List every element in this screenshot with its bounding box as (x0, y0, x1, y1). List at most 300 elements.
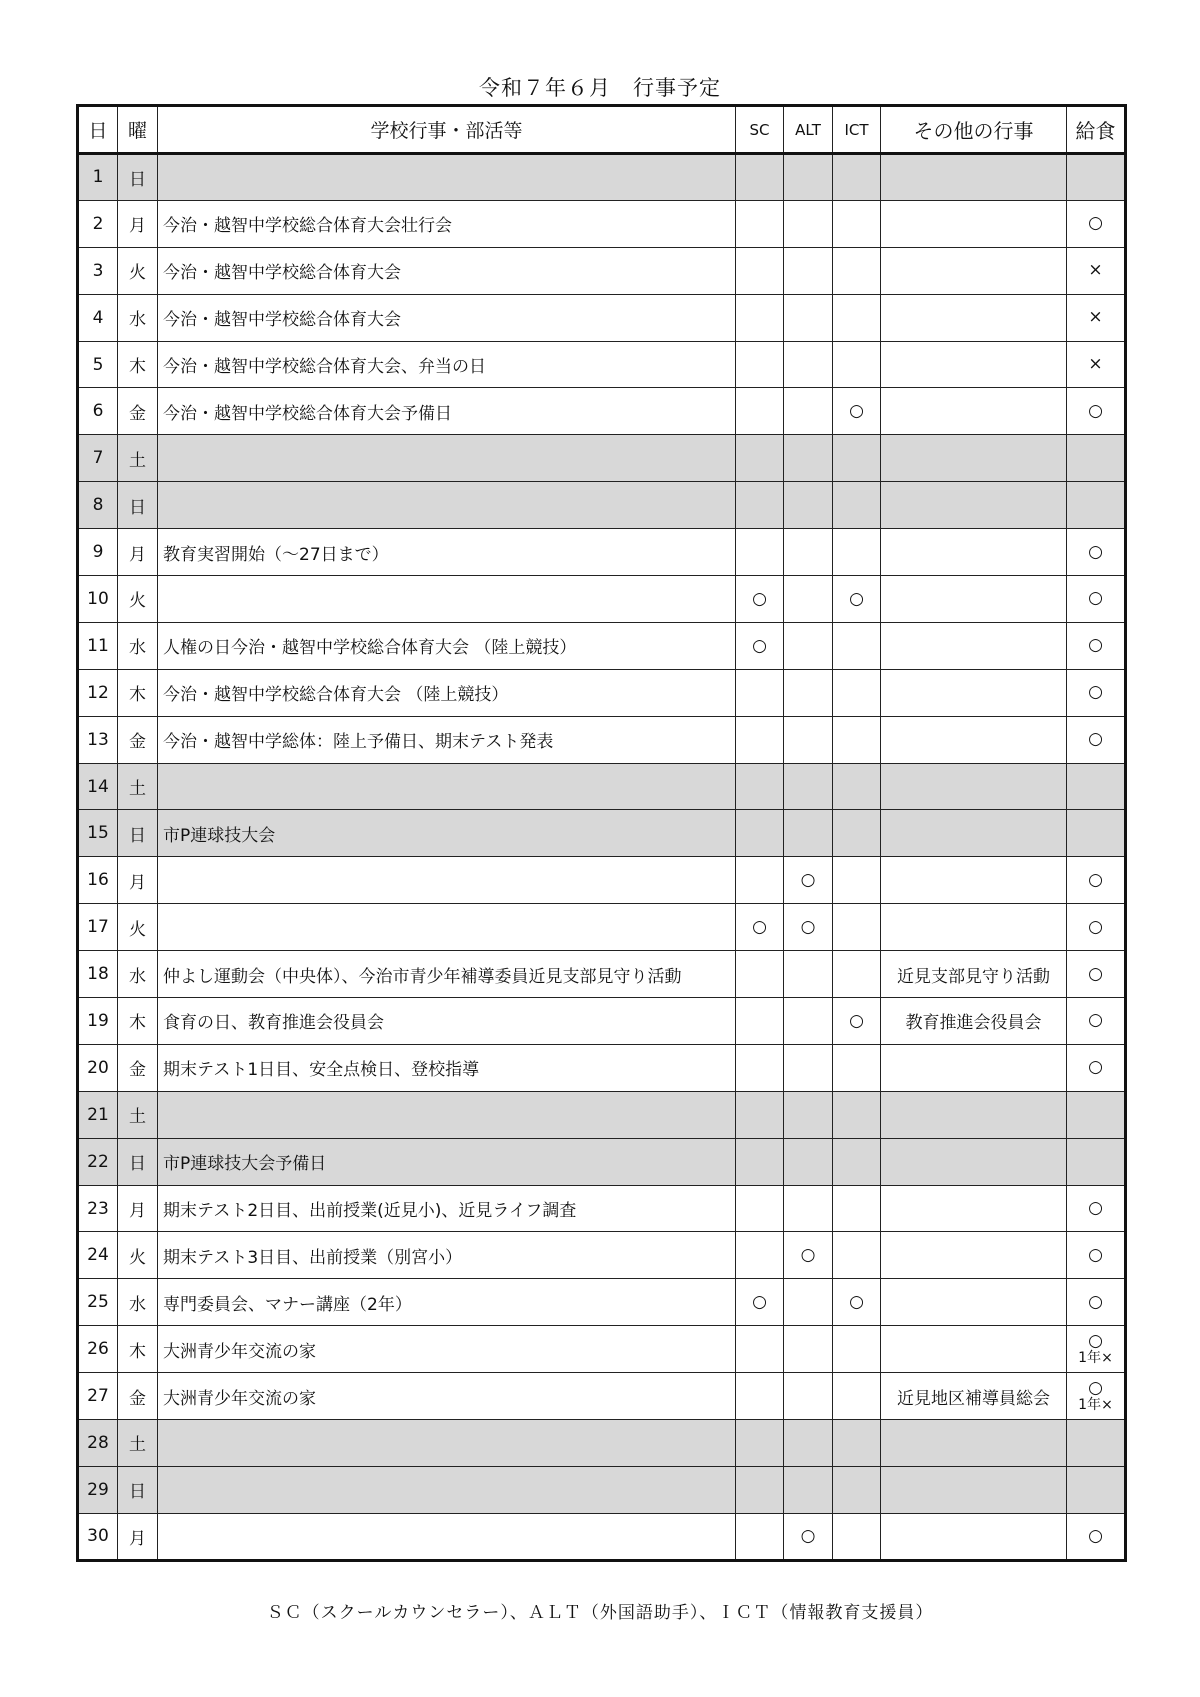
other-events-cell (881, 1091, 1067, 1138)
sc-cell (736, 716, 784, 763)
events-cell (158, 904, 736, 951)
alt-cell (784, 247, 833, 294)
ict-cell (833, 247, 881, 294)
weekday-cell: 月 (118, 200, 158, 247)
lunch-mark: ○ (1088, 1291, 1103, 1312)
day-cell: 12 (78, 669, 118, 716)
day-cell: 9 (78, 529, 118, 576)
lunch-cell (1067, 857, 1126, 904)
events-cell: 今治・越智中学総体：陸上予備日、期末テスト発表 (158, 716, 736, 763)
weekday-cell: 月 (118, 1185, 158, 1232)
day-cell: 26 (78, 1326, 118, 1373)
day-cell: 24 (78, 1232, 118, 1279)
events-cell: 今治・越智中学校総合体育大会 (158, 247, 736, 294)
lunch-cell (1067, 154, 1126, 201)
alt-cell (784, 388, 833, 435)
footnote: ＳＣ（スクールカウンセラー）、ＡＬＴ（外国語助手）、ＩＣＴ（情報教育支援員） (266, 1603, 934, 1623)
lunch-cell (1067, 716, 1126, 763)
events-cell (158, 435, 736, 482)
table-row (78, 1466, 1126, 1513)
day-cell: 4 (78, 294, 118, 341)
lunch-cell (1067, 810, 1126, 857)
lunch-cell (1067, 200, 1126, 247)
day-cell: 11 (78, 622, 118, 669)
ict-cell (833, 810, 881, 857)
other-events-cell (881, 435, 1067, 482)
table-row (78, 294, 1126, 341)
lunch-mark: × (1088, 260, 1103, 281)
weekday-cell: 木 (118, 341, 158, 388)
lunch-note: 1年× (1078, 1397, 1113, 1414)
header-alt: ALT (784, 106, 833, 154)
table-row (78, 1232, 1126, 1279)
lunch-mark: ○ (1088, 963, 1103, 984)
header-lunch: 給食 (1067, 106, 1126, 154)
events-cell (158, 1466, 736, 1513)
events-cell: 期末テスト2日目、出前授業(近見小)、近見ライフ調査 (158, 1185, 736, 1232)
lunch-mark: × (1088, 307, 1103, 328)
events-cell (158, 763, 736, 810)
events-cell (158, 1513, 736, 1560)
day-cell: 14 (78, 763, 118, 810)
sc-cell (736, 482, 784, 529)
day-cell: 2 (78, 200, 118, 247)
ict-cell (833, 1044, 881, 1091)
table-row (78, 1326, 1126, 1373)
weekday-cell: 土 (118, 1091, 158, 1138)
lunch-cell (1067, 1232, 1126, 1279)
weekday-cell: 日 (118, 1138, 158, 1185)
other-events-cell (881, 576, 1067, 623)
sc-cell (736, 1373, 784, 1420)
day-cell: 18 (78, 951, 118, 998)
sc-cell (736, 1044, 784, 1091)
lunch-cell (1067, 1185, 1126, 1232)
table-row (78, 1044, 1126, 1091)
table-row (78, 1513, 1126, 1560)
lunch-mark: ○ (1088, 916, 1103, 937)
lunch-mark: ○ (1088, 1331, 1103, 1352)
ict-cell (833, 341, 881, 388)
lunch-cell (1067, 294, 1126, 341)
alt-cell: ○ (784, 1232, 833, 1279)
other-events-cell (881, 1326, 1067, 1373)
ict-cell (833, 1185, 881, 1232)
sc-cell (736, 341, 784, 388)
lunch-mark: ○ (1088, 635, 1103, 656)
header-events: 学校行事・部活等 (158, 106, 736, 154)
sc-cell: ○ (736, 1279, 784, 1326)
other-events-cell (881, 904, 1067, 951)
table-row (78, 1091, 1126, 1138)
alt-cell (784, 1138, 833, 1185)
lunch-cell (1067, 341, 1126, 388)
day-cell: 21 (78, 1091, 118, 1138)
other-events-cell (881, 1232, 1067, 1279)
ict-cell: ○ (833, 576, 881, 623)
alt-cell (784, 1091, 833, 1138)
lunch-mark: ○ (1088, 1198, 1103, 1219)
lunch-cell (1067, 1044, 1126, 1091)
day-cell: 5 (78, 341, 118, 388)
lunch-cell (1067, 1513, 1126, 1560)
alt-cell (784, 576, 833, 623)
alt-cell (784, 154, 833, 201)
weekday-cell: 土 (118, 763, 158, 810)
sc-cell (736, 200, 784, 247)
alt-cell (784, 1185, 833, 1232)
day-cell: 19 (78, 998, 118, 1045)
day-cell: 22 (78, 1138, 118, 1185)
ict-cell (833, 1091, 881, 1138)
other-events-cell: 近見地区補導員総会 (881, 1373, 1067, 1420)
events-cell: 期末テスト1日目、安全点検日、登校指導 (158, 1044, 736, 1091)
sc-cell (736, 1232, 784, 1279)
lunch-cell (1067, 763, 1126, 810)
other-events-cell (881, 388, 1067, 435)
lunch-mark: ○ (1088, 682, 1103, 703)
weekday-cell: 月 (118, 1513, 158, 1560)
day-cell: 30 (78, 1513, 118, 1560)
lunch-note: 1年× (1078, 1350, 1113, 1367)
header-row (78, 106, 1126, 154)
lunch-mark: ○ (1088, 1525, 1103, 1546)
day-cell: 6 (78, 388, 118, 435)
weekday-cell: 火 (118, 904, 158, 951)
sc-cell (736, 388, 784, 435)
header-other-events: その他の行事 (881, 106, 1067, 154)
alt-cell: ○ (784, 904, 833, 951)
weekday-cell: 金 (118, 388, 158, 435)
events-cell: 市P連球技大会予備日 (158, 1138, 736, 1185)
ict-cell (833, 1232, 881, 1279)
weekday-cell: 日 (118, 482, 158, 529)
weekday-cell: 土 (118, 435, 158, 482)
ict-cell (833, 763, 881, 810)
weekday-cell: 火 (118, 576, 158, 623)
weekday-cell: 金 (118, 1044, 158, 1091)
sc-cell (736, 247, 784, 294)
weekday-cell: 日 (118, 1466, 158, 1513)
events-cell (158, 482, 736, 529)
day-cell: 25 (78, 1279, 118, 1326)
weekday-cell: 水 (118, 294, 158, 341)
weekday-cell: 月 (118, 529, 158, 576)
events-cell: 人権の日今治・越智中学校総合体育大会 （陸上競技） (158, 622, 736, 669)
table-row (78, 810, 1126, 857)
day-cell: 16 (78, 857, 118, 904)
ict-cell (833, 669, 881, 716)
weekday-cell: 金 (118, 1373, 158, 1420)
day-cell: 17 (78, 904, 118, 951)
table-row (78, 482, 1126, 529)
header-weekday: 曜 (118, 106, 158, 154)
lunch-cell (1067, 576, 1126, 623)
other-events-cell: 教育推進会役員会 (881, 998, 1067, 1045)
ict-cell: ○ (833, 388, 881, 435)
sc-cell (736, 1091, 784, 1138)
other-events-cell (881, 1185, 1067, 1232)
other-events-cell (881, 482, 1067, 529)
lunch-cell (1067, 904, 1126, 951)
lunch-cell (1067, 669, 1126, 716)
alt-cell (784, 1420, 833, 1467)
sc-cell (736, 1513, 784, 1560)
alt-cell (784, 716, 833, 763)
sc-cell (736, 810, 784, 857)
lunch-cell (1067, 435, 1126, 482)
lunch-cell (1067, 1466, 1126, 1513)
lunch-cell (1067, 998, 1126, 1045)
table-row (78, 435, 1126, 482)
alt-cell (784, 435, 833, 482)
ict-cell (833, 1466, 881, 1513)
other-events-cell (881, 154, 1067, 201)
alt-cell (784, 482, 833, 529)
lunch-mark: ○ (1088, 588, 1103, 609)
day-cell: 15 (78, 810, 118, 857)
ict-cell: ○ (833, 998, 881, 1045)
lunch-mark: ○ (1088, 869, 1103, 890)
alt-cell (784, 341, 833, 388)
sc-cell (736, 951, 784, 998)
table-row (78, 529, 1126, 576)
lunch-mark: ○ (1088, 1010, 1103, 1031)
ict-cell: ○ (833, 1279, 881, 1326)
table-row (78, 622, 1126, 669)
sc-cell (736, 669, 784, 716)
ict-cell (833, 904, 881, 951)
alt-cell (784, 1326, 833, 1373)
lunch-mark: ○ (1088, 1378, 1103, 1399)
ict-cell (833, 716, 881, 763)
events-cell: 期末テスト3日目、出前授業（別宮小） (158, 1232, 736, 1279)
weekday-cell: 日 (118, 154, 158, 201)
table-row (78, 388, 1126, 435)
lunch-cell (1067, 1279, 1126, 1326)
alt-cell (784, 1044, 833, 1091)
table-row (78, 998, 1126, 1045)
alt-cell: ○ (784, 1513, 833, 1560)
lunch-cell (1067, 1091, 1126, 1138)
ict-cell (833, 622, 881, 669)
day-cell: 13 (78, 716, 118, 763)
table-row (78, 1185, 1126, 1232)
sc-cell (736, 998, 784, 1045)
lunch-cell (1067, 388, 1126, 435)
events-cell: 今治・越智中学校総合体育大会、弁当の日 (158, 341, 736, 388)
weekday-cell: 土 (118, 1420, 158, 1467)
ict-cell (833, 951, 881, 998)
events-cell (158, 576, 736, 623)
events-cell: 大洲青少年交流の家 (158, 1326, 736, 1373)
sc-cell (736, 294, 784, 341)
table-row (78, 576, 1126, 623)
other-events-cell (881, 669, 1067, 716)
other-events-cell (881, 1044, 1067, 1091)
sc-cell (736, 763, 784, 810)
lunch-mark: ○ (1088, 1057, 1103, 1078)
alt-cell: ○ (784, 857, 833, 904)
other-events-cell (881, 200, 1067, 247)
other-events-cell: 近見支部見守り活動 (881, 951, 1067, 998)
events-cell: 今治・越智中学校総合体育大会 (158, 294, 736, 341)
alt-cell (784, 200, 833, 247)
table-row (78, 669, 1126, 716)
other-events-cell (881, 1513, 1067, 1560)
ict-cell (833, 154, 881, 201)
sc-cell (736, 154, 784, 201)
header-day: 日 (78, 106, 118, 154)
weekday-cell: 水 (118, 622, 158, 669)
other-events-cell (881, 763, 1067, 810)
ict-cell (833, 1513, 881, 1560)
ict-cell (833, 857, 881, 904)
day-cell: 23 (78, 1185, 118, 1232)
table-row (78, 200, 1126, 247)
weekday-cell: 火 (118, 1232, 158, 1279)
day-cell: 7 (78, 435, 118, 482)
ict-cell (833, 200, 881, 247)
ict-cell (833, 1138, 881, 1185)
header-ict: ICT (833, 106, 881, 154)
lunch-mark: ○ (1088, 729, 1103, 750)
other-events-cell (881, 247, 1067, 294)
ict-cell (833, 529, 881, 576)
events-cell: 今治・越智中学校総合体育大会壮行会 (158, 200, 736, 247)
events-cell (158, 1420, 736, 1467)
alt-cell (784, 1466, 833, 1513)
lunch-mark: ○ (1088, 400, 1103, 421)
day-cell: 1 (78, 154, 118, 201)
other-events-cell (881, 1420, 1067, 1467)
lunch-cell (1067, 622, 1126, 669)
table-row (78, 1279, 1126, 1326)
lunch-cell (1067, 951, 1126, 998)
day-cell: 29 (78, 1466, 118, 1513)
lunch-mark: ○ (1088, 1244, 1103, 1265)
alt-cell (784, 1279, 833, 1326)
alt-cell (784, 998, 833, 1045)
weekday-cell: 木 (118, 1326, 158, 1373)
sc-cell (736, 1185, 784, 1232)
day-cell: 28 (78, 1420, 118, 1467)
page-title: 令和７年６月 行事予定 (479, 76, 721, 100)
other-events-cell (881, 622, 1067, 669)
alt-cell (784, 622, 833, 669)
events-cell: 市P連球技大会 (158, 810, 736, 857)
lunch-mark: × (1088, 354, 1103, 374)
sc-cell (736, 1326, 784, 1373)
other-events-cell (881, 1279, 1067, 1326)
other-events-cell (881, 1138, 1067, 1185)
table-row (78, 1373, 1126, 1420)
lunch-cell (1067, 1138, 1126, 1185)
other-events-cell (881, 294, 1067, 341)
weekday-cell: 水 (118, 1279, 158, 1326)
weekday-cell: 水 (118, 951, 158, 998)
other-events-cell (881, 1466, 1067, 1513)
lunch-mark: ○ (1088, 541, 1103, 562)
weekday-cell: 木 (118, 669, 158, 716)
weekday-cell: 日 (118, 810, 158, 857)
ict-cell (833, 482, 881, 529)
other-events-cell (881, 857, 1067, 904)
schedule-body (78, 154, 1126, 1561)
sc-cell (736, 857, 784, 904)
weekday-cell: 金 (118, 716, 158, 763)
ict-cell (833, 435, 881, 482)
table-row (78, 716, 1126, 763)
weekday-cell: 木 (118, 998, 158, 1045)
other-events-cell (881, 716, 1067, 763)
header-sc: SC (736, 106, 784, 154)
events-cell (158, 857, 736, 904)
events-cell: 今治・越智中学校総合体育大会 （陸上競技） (158, 669, 736, 716)
lunch-cell (1067, 482, 1126, 529)
events-cell: 今治・越智中学校総合体育大会予備日 (158, 388, 736, 435)
table-row (78, 341, 1126, 388)
table-row (78, 1420, 1126, 1467)
lunch-cell (1067, 1420, 1126, 1467)
sc-cell (736, 1138, 784, 1185)
table-row (78, 763, 1126, 810)
sc-cell (736, 1420, 784, 1467)
sc-cell (736, 529, 784, 576)
day-cell: 27 (78, 1373, 118, 1420)
events-cell: 教育実習開始（～27日まで） (158, 529, 736, 576)
events-cell: 専門委員会、マナー講座（2年） (158, 1279, 736, 1326)
other-events-cell (881, 810, 1067, 857)
lunch-cell (1067, 1326, 1126, 1373)
ict-cell (833, 1373, 881, 1420)
day-cell: 20 (78, 1044, 118, 1091)
ict-cell (833, 294, 881, 341)
events-cell (158, 1091, 736, 1138)
sc-cell: ○ (736, 622, 784, 669)
sc-cell (736, 435, 784, 482)
table-row (78, 154, 1126, 201)
day-cell: 8 (78, 482, 118, 529)
lunch-mark: ○ (1088, 213, 1103, 234)
table-row (78, 1138, 1126, 1185)
schedule-table (76, 104, 1127, 1562)
alt-cell (784, 1373, 833, 1420)
events-cell: 大洲青少年交流の家 (158, 1373, 736, 1420)
table-row (78, 951, 1126, 998)
weekday-cell: 火 (118, 247, 158, 294)
table-row (78, 904, 1126, 951)
alt-cell (784, 294, 833, 341)
lunch-cell (1067, 529, 1126, 576)
sc-cell: ○ (736, 576, 784, 623)
events-cell: 仲よし運動会（中央体）、今治市青少年補導委員近見支部見守り活動 (158, 951, 736, 998)
sc-cell: ○ (736, 904, 784, 951)
table-row (78, 247, 1126, 294)
lunch-cell (1067, 247, 1126, 294)
day-cell: 3 (78, 247, 118, 294)
ict-cell (833, 1326, 881, 1373)
ict-cell (833, 1420, 881, 1467)
table-row (78, 857, 1126, 904)
alt-cell (784, 951, 833, 998)
alt-cell (784, 810, 833, 857)
alt-cell (784, 763, 833, 810)
events-cell (158, 154, 736, 201)
alt-cell (784, 529, 833, 576)
events-cell: 食育の日、教育推進会役員会 (158, 998, 736, 1045)
day-cell: 10 (78, 576, 118, 623)
